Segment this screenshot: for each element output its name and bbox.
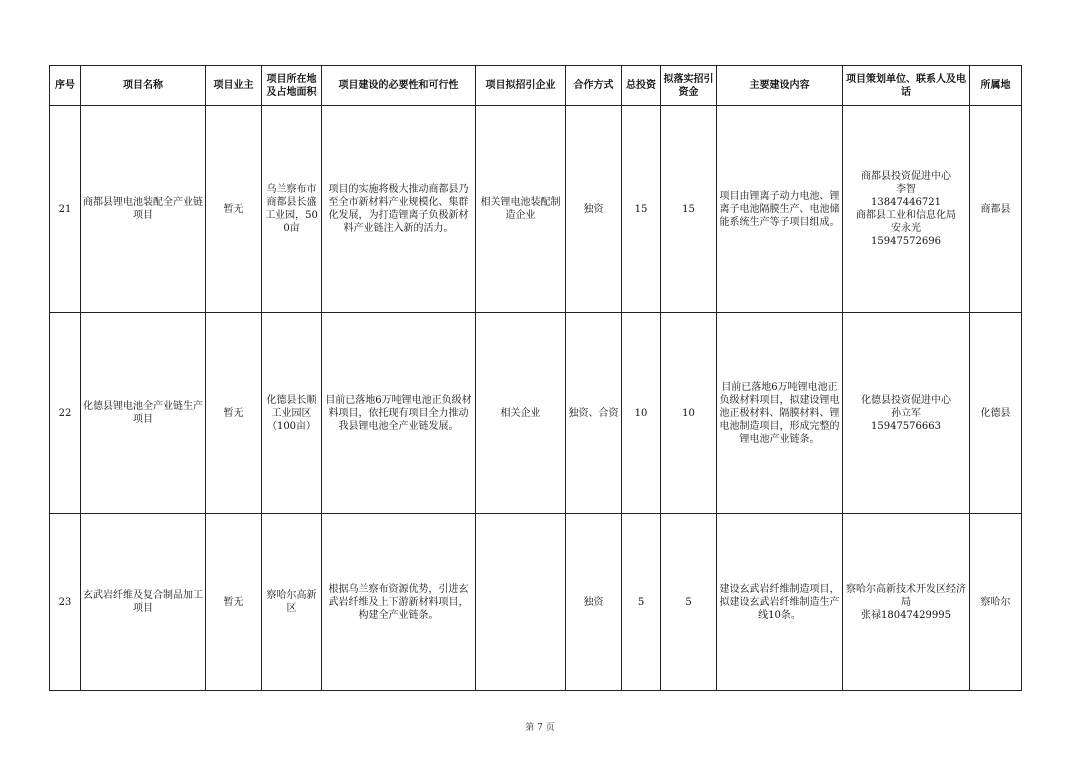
total-investment: 10 [622,313,661,514]
contact-line: 商都县工业和信息化局 [856,210,956,221]
construction-content: 建设玄武岩纤维制造项目，拟建设玄武岩纤维制造生产线10条。 [717,514,843,691]
project-location: 乌兰察布市商都县长盛工业园，500亩 [262,106,322,313]
project-name: 化德县锂电池全产业链生产项目 [81,313,206,514]
contact-line: 15947572696 [871,236,941,247]
project-owner: 暂无 [206,106,262,313]
project-owner: 暂无 [206,313,262,514]
attracted-funds: 15 [661,106,717,313]
project-table [49,65,1022,691]
total-investment: 15 [622,106,661,313]
header-cell: 项目策划单位、联系人及电话 [843,66,970,106]
page-number: 第 7 页 [525,723,555,733]
target-enterprise [476,514,566,691]
total-investment: 5 [622,514,661,691]
construction-content: 目前已落地6万吨锂电池正负级材料项目，拟建设锂电池正极材料、隔膜材料、锂电池制造项目，形成完整的锂电池产业链条。 [717,313,843,514]
header-cell: 项目业主 [206,66,262,106]
cooperation-mode: 独资 [566,106,622,313]
header-cell: 所属地 [970,66,1022,106]
region: 商都县 [970,106,1022,313]
header-cell: 拟落实招引资金 [661,66,717,106]
cooperation-mode: 独资、合资 [566,313,622,514]
header-cell: 主要建设内容 [717,66,843,106]
construction-content: 项目由锂离子动力电池、锂离子电池隔膜生产、电池储能系统生产等子项目组成。 [717,106,843,313]
region: 察哈尔 [970,514,1022,691]
table-row [50,313,1022,514]
project-necessity: 项目的实施将极大推动商都县乃至全市新材料产业规模化、集群化发展，为打造锂离子负极新材料产业链注入新的活力。 [322,106,476,313]
project-name: 商都县锂电池装配全产业链项目 [81,106,206,313]
contact-cell [843,514,970,691]
contact-line: 化德县投资促进中心 [861,394,951,406]
target-enterprise: 相关锂电池装配制造企业 [476,106,566,313]
project-necessity: 目前已落地6万吨锂电池正负级材料项目，依托现有项目全力推动我县锂电池全产业链发展。 [322,313,476,514]
project-location: 化德县长顺工业园区（100亩） [262,313,322,514]
contact-line: 孙立军 [891,407,921,419]
contact-line: 13847446721 [871,197,941,208]
header-cell: 项目所在地及占地面积 [262,66,322,106]
contact-line: 察哈尔高新技术开发区经济局 [846,583,966,608]
row-number: 21 [50,106,81,313]
contact-line: 安永光 [891,223,921,234]
contact-cell [843,313,970,514]
contact-line: 15947576663 [871,420,941,432]
table-row [50,106,1022,313]
header-cell: 项目名称 [81,66,206,106]
project-necessity: 根据乌兰察布资源优势，引进玄武岩纤维及上下游新材料项目，构建全产业链条。 [322,514,476,691]
header-cell: 总投资 [622,66,661,106]
header-cell: 项目建设的必要性和可行性 [322,66,476,106]
region: 化德县 [970,313,1022,514]
contact-line: 张禄18047429995 [861,609,951,621]
contact-line: 李智 [896,184,916,195]
project-location: 察哈尔高新区 [262,514,322,691]
target-enterprise: 相关企业 [476,313,566,514]
header-row [50,66,1022,106]
header-cell: 序号 [50,66,81,106]
table-row [50,514,1022,691]
cooperation-mode: 独资 [566,514,622,691]
header-cell: 项目拟招引企业 [476,66,566,106]
contact-cell [843,106,970,313]
row-number: 22 [50,313,81,514]
project-owner: 暂无 [206,514,262,691]
project-name: 玄武岩纤维及复合制品加工项目 [81,514,206,691]
row-number: 23 [50,514,81,691]
attracted-funds: 10 [661,313,717,514]
header-cell: 合作方式 [566,66,622,106]
contact-line: 商都县投资促进中心 [861,171,951,182]
attracted-funds: 5 [661,514,717,691]
